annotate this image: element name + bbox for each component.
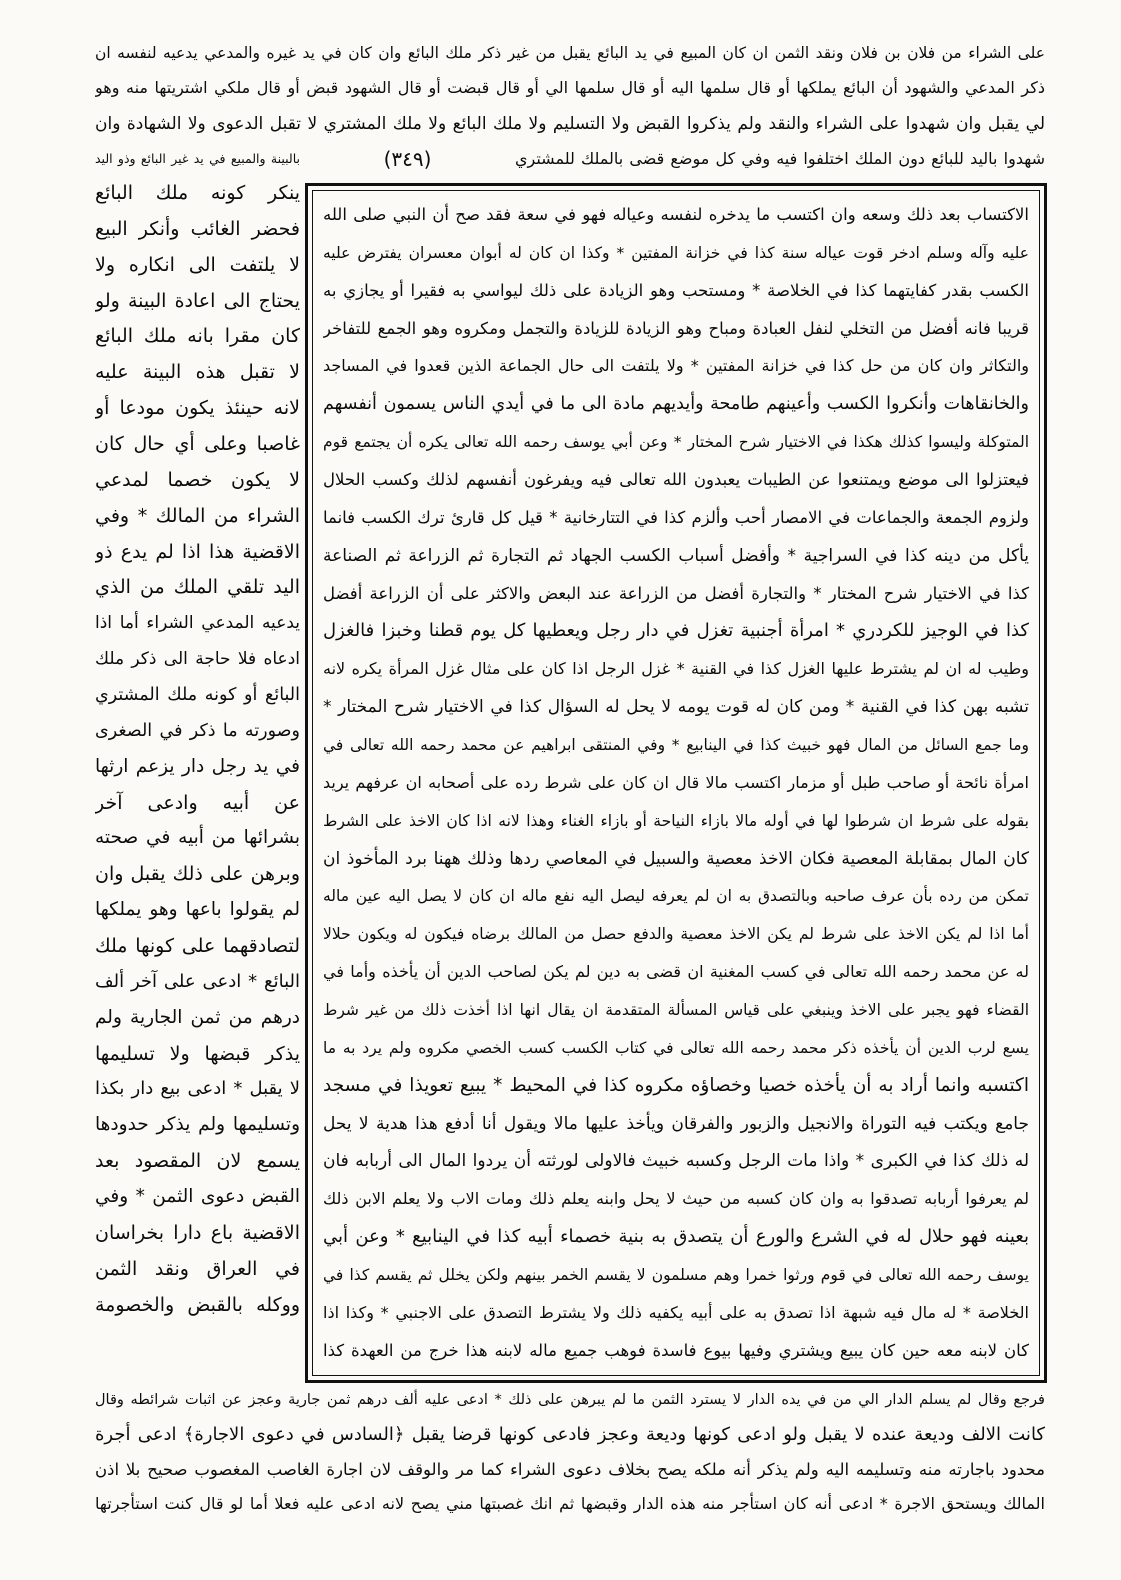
main-text-line: قريبا فانه أفضل من التخلي لنفل العبادة ومباح وهو الزيادة للزيادة والتجمل ومكروه وهو الجمع للتفاخر (323, 318, 1029, 338)
margin-text-line: البائع * ادعى على آخر ألف (95, 970, 300, 992)
margin-text-line: بالبينة والمبيع في يد غير البائع وذو اليد (95, 150, 300, 166)
main-text-line: تشبه بهن كذا في القنية * ومن كان له قوت يومه لا يحل له السؤال كذا في الاختيار شرح المختار * (323, 697, 1029, 718)
main-text-line: وما جمع السائل من المال فهو خبيث كذا في الينابيع * وفي المنتقى ابراهيم عن محمد رحمه الله تعالى في (323, 736, 1029, 755)
margin-text-line: القبض دعوى الثمن * وفي (95, 1186, 300, 1208)
margin-text-line: لا تقبل هذه البينة عليه (95, 361, 300, 384)
header-line: شهدوا باليد للبائع دون الملك اختلفوا فيه وفي كل موضع قضى بالملك للمشتري (515, 148, 1045, 168)
margin-text-line: البائع أو كونه ملك المشتري (95, 685, 300, 706)
margin-text-line: وتسليمها ولم يذكر حدودها (95, 1114, 300, 1136)
margin-text-line: يذكر قبضها ولا تسليمها (95, 1042, 300, 1065)
main-text-frame (305, 183, 1047, 1383)
margin-text-line: الاقضية باع دارا بخراسان (95, 1221, 300, 1244)
main-text-line: امرأة نائحة أو صاحب طبل أو مزمار اكتسب مالا قال ان كان على شرط رده على أصحابه ان عرفهم يريد (323, 772, 1029, 792)
main-text-line: بقوله على شرط ان شرطوا لها في أوله مالا بازاء النياحة أو بازاء الغناء وهذا لانه اذا كان الاخذ على الشرط (323, 811, 1029, 830)
main-text-line: اكتسبه وانما أراد به أن يأخذه خصيا وخصاؤه مكروه كذا في المحيط * يبيع تعويذا في مسجد (323, 1074, 1029, 1096)
margin-text-line: كان مقرا بانه ملك البائع (95, 325, 300, 348)
main-text-line: يسع لرب الدين أن يأخذه ذكر محمد رحمه الله تعالى في كتاب الكسب كسب الخصي مكروه ولم يرد به ما (323, 1038, 1029, 1057)
header-text-block (95, 36, 1045, 176)
main-text-line: كان المال بمقابلة المعصية فكان الاخذ معصية والسبيل في المعاصي ردها وذلك ههنا برد المأخوذ ان (323, 848, 1029, 869)
main-text-line: كذا في الوجيز للكردري * امرأة أجنبية تغزل في دار رجل ويعطيها كل يوم قطنا وخبزا فالغزل (323, 620, 1029, 642)
margin-text-line: الشراء من المالك * وفي (95, 504, 300, 527)
main-text-line: القضاء فهو يجبر على الاخذ وينبغي على قياس المسألة المتقدمة ان يقال انها اذا أخذت ذلك من غير شرط (323, 1001, 1029, 1020)
main-text-line: ولزوم الجمعة والجماعات في الامصار أحب وألزم كذا في التتارخانية * قيل كل قارئ ترك الكسب فانما (323, 507, 1029, 527)
margin-text-block (95, 176, 300, 1322)
margin-text-line: غاصبا وعلى أي حال كان (95, 433, 300, 456)
main-text-line: جامع ويكتب فيه التوراة والانجيل والزبور والفرقان ويأخذ عليها مالا ويقول أنا أدفع هذا هدية لا يحل (323, 1113, 1029, 1134)
footer-line: كانت الالف وديعة عنده لا يقبل ولو ادعى كونها وديعة وعجز فادعى كونها قرضا يقبل ﴿السادس في دعوى الاجارة﴾ ادعى أجرة (95, 1424, 1045, 1446)
main-text-line: كذا في الاختيار شرح المختار * والتجارة أفضل من الزراعة عند البعض والاكثر على أن الزراعة أفضل (323, 583, 1029, 603)
margin-text-line: الاقضية هذا اذا لم يدع ذو (95, 540, 300, 563)
main-text-line: الكسب بقدر كفايتهما كذا في الخلاصة * ومستحب وهو الزيادة على ذلك ليواسي به فقيرا أو يجازي به (323, 280, 1029, 300)
page-number: (٣٤٩) (383, 146, 432, 171)
margin-text-line: لا يلتفت الى انكاره ولا (95, 253, 300, 276)
header-line: لي يقبل وان شهدوا على الشراء والنقد ولم يذكروا القبض ولا التسليم ولا ملك البائع ولا ملك المشتري لا تقبل الدعوى ولا الشهادة وان (95, 113, 1045, 134)
margin-text-line: عن أبيه وادعى آخر (95, 791, 300, 814)
footer-line: فرجع وقال لم يسلم الدار الي من في يده الدار لا يسترد الثمن ما لم يبرهن على ذلك * ادعى عليه ألف درهم ثمن جارية وعجز عن اثبات شرائطه وقال (95, 1392, 1045, 1408)
margin-text-line: ووكله بالقبض والخصومة (95, 1293, 300, 1316)
margin-text-line: فحضر الغائب وأنكر البيع (95, 217, 300, 240)
margin-text-line: بشرائها من أبيه في صحته (95, 827, 300, 849)
main-text-line: يوسف رحمه الله تعالى في قوم ورثوا خمرا وهم مسلمون لا يقسم الخمر بينهم ولكن يخلل ثم يقسم كذا في (323, 1266, 1029, 1285)
main-text-line: فيعتزلوا الى موضع ويمتنعوا عن الطيبات يعبدون الله تعالى فيه ويفرغون أنفسهم لذلك وكسب الحلال (323, 470, 1029, 490)
main-text-line: أما اذا لم يكن الاخذ على شرط لم يكن الاخذ معصية والدفع حصل من المالك برضاه فيكون له ويكون حلالا (323, 925, 1029, 944)
main-text-line: لم يعرفوا أربابه تصدقوا به وان كان كسبه من حيث لا يحل وابنه يعلم ذلك ومات الاب ولا يعلم الابن ذلك (323, 1189, 1029, 1209)
margin-text-line: لم يقولوا باعها وهو يملكها (95, 899, 300, 921)
main-text-line: يأكل من دينه كذا في السراجية * وأفضل أسباب الكسب الجهاد ثم التجارة ثم الزراعة ثم الصناعة (323, 545, 1029, 566)
main-text-line: الاكتساب بعد ذلك وسعه وان اكتسب ما يدخره لنفسه وعياله فهو في سعة فقد صح أن النبي صلى الله (323, 205, 1029, 224)
margin-text-line: يدعيه المدعي الشراء أما اذا (95, 613, 300, 634)
main-text-line: والتكاثر وان كان من حل كذا في خزانة المفتين * ولا يلتفت الى حال الجماعة الذين قعدوا في المساجد (323, 356, 1029, 376)
footer-text-block (95, 1384, 1045, 1520)
margin-text-line: درهم من ثمن الجارية ولم (95, 1006, 300, 1028)
main-text-line: عليه وآله وسلم ادخر قوت عياله سنة كذا في خزانة المفتين * وكذا ان كان له أبوان معسران يفترض عليه (323, 243, 1029, 262)
margin-text-line: لا يكون خصما لمدعي (95, 468, 300, 491)
main-text-inner-frame (312, 190, 1040, 1376)
margin-text-line: ادعاه فلا حاجة الى ذكر ملك (95, 649, 300, 670)
margin-text-line: اليد تلقي الملك من الذي (95, 576, 300, 599)
main-text-line: والخانقاهات وأنكروا الكسب وأعينهم طامحة وأيديهم مادة الى ما في أيدي الناس يسمون أنفسهم (323, 394, 1029, 415)
main-text-line: له ذلك كذا في الكبرى * واذا مات الرجل وكسبه خبيث فالاولى لورثته أن يردوا المال الى أربابه فان (323, 1151, 1029, 1172)
footer-line: المالك ويستحق الاجرة * ادعى أنه كان استأجر منه هذه الدار وقبضها ثم انك غصبتها مني يصح لانه ادعى عليه فعلا أما لو قال كنت استأجرتها (95, 1493, 1045, 1513)
margin-text-line: لانه حينئذ يكون مودعا أو (95, 397, 300, 420)
main-text-line: له عن محمد رحمه الله تعالى في كسب المغنية ان قضى به دين لم يكن لصاحب الدين أن يأخذه وأما في (323, 962, 1029, 982)
margin-text-line: يحتاج الى اعادة البينة ولو (95, 289, 300, 312)
main-text-line: تمكن من رده بأن عرف صاحبه وبالتصدق به ان لم يعرفه ليصل اليه نفع ماله ان كان لا يصل اليه عين ماله (323, 887, 1029, 906)
margin-text-line: في يد رجل دار يزعم ارثها (95, 755, 300, 777)
margin-text-line: في العراق ونقد الثمن (95, 1257, 300, 1280)
margin-text-line: وبرهن على ذلك يقبل وان (95, 863, 300, 886)
main-text-line: الخلاصة * له مال فيه شبهة اذا تصدق به على أبيه يكفيه ذلك ولا يشترط التصدق على الاجنبي * وكذا اذا (323, 1302, 1029, 1322)
margin-text-line: يسمع لان المقصود بعد (95, 1150, 300, 1173)
margin-text-line: وصورته ما ذكر في الصغرى (95, 720, 300, 741)
main-text-line: المتوكلة وليسوا كذلك هكذا في الاختيار شرح المختار * وعن أبي يوسف رحمه الله تعالى يكره أن يجتمع قوم (323, 433, 1029, 452)
main-text-line: وطيب له ان لم يشترط عليها الغزل كذا في القنية * غزل الرجل اذا كان على مثال غزل المرأة يكره لانه (323, 659, 1029, 679)
header-line-with-page-number (95, 142, 1045, 176)
header-line: ذكر المدعي والشهود أن البائع يملكها أو قال سلمها اليه أو قال سلمها الي أو قال قبضت أو قال الشهود قبض أو قال ملكي اشتريتها منه وهو (95, 78, 1045, 98)
margin-text-line: لا يقبل * ادعى بيع دار بكذا (95, 1078, 300, 1100)
margin-text-line: ينكر كونه ملك البائع (95, 182, 300, 204)
header-line: على الشراء من فلان بن فلان ونقد الثمن ان كان المبيع في يد البائع يقبل من غير ذكر ملك البائع وان كان في يد غيره والمدعي يدعيه لنفسه ان (95, 44, 1045, 62)
main-text-line: كان لابنه معه حين كان يبيع ويشتري وفيها بيوع فاسدة فوهب جميع ماله لابنه هذا خرج من العهدة كذا (323, 1340, 1029, 1360)
main-text-line: بعينه فهو حلال له في الشرع والورع أن يتصدق به بنية خصماء أبيه كذا في الينابيع * وعن أبي (323, 1226, 1029, 1248)
footer-line: محدود باجارته منه وتسليمه اليه ولم يذكر أنه ملكه يصح بخلاف دعوى الشراء كما مر والوقف لان اجارة الغاصب المغصوب صحيح بلا اذن (95, 1459, 1045, 1479)
main-text-block (323, 197, 1029, 1369)
margin-text-line: لتصادقهما على كونها ملك (95, 935, 300, 958)
